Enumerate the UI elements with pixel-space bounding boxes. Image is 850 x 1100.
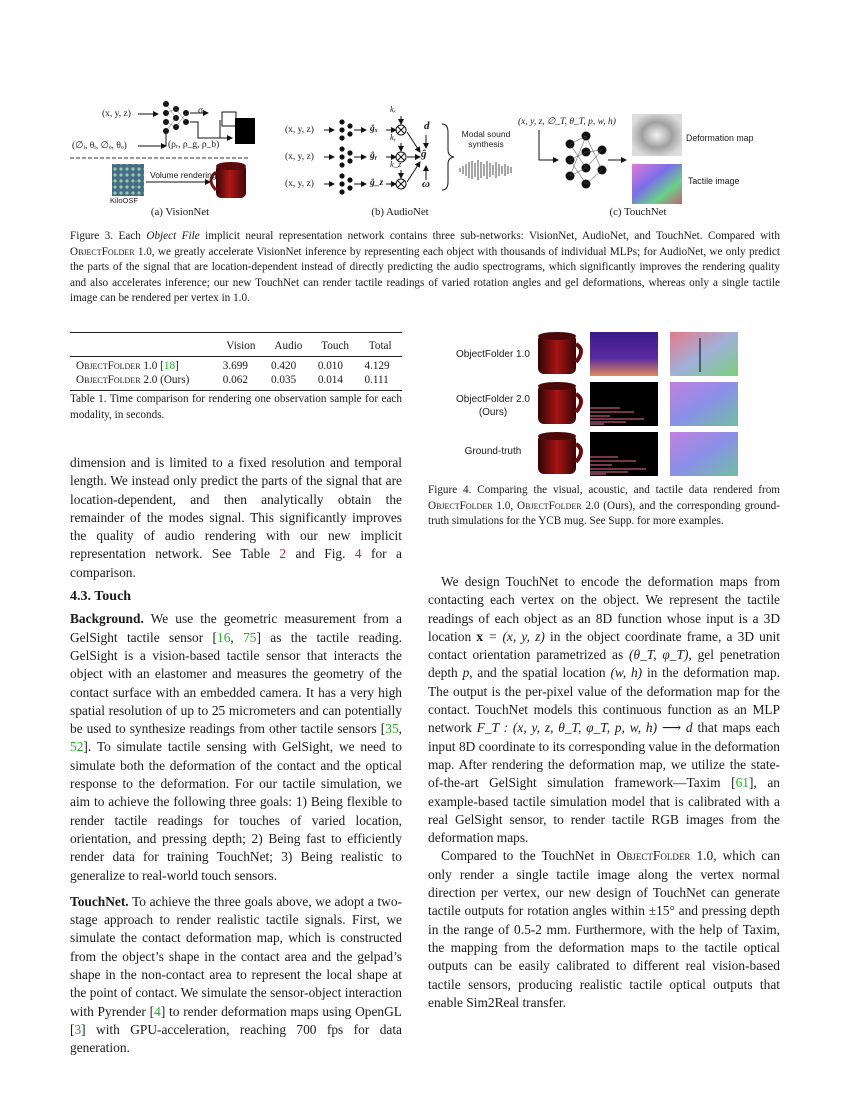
- vision-output-sigma: σ: [198, 106, 204, 116]
- figure-3: [70, 100, 780, 225]
- fig4-label-gt: Ground-truth: [464, 446, 522, 457]
- audio-g-y: ĝᵧ: [370, 151, 378, 161]
- vision-input-xyz: (x, y, z): [102, 109, 131, 119]
- table-1: [70, 332, 402, 391]
- spectrogram-images: [590, 332, 658, 476]
- figure-4-images: [534, 330, 780, 478]
- left-column: [70, 454, 402, 1058]
- figure-3-caption: Figure 3. Each Object File implicit neural representation network contains three sub-networks: VisionNet, AudioNet, and TouchNet. Compared with ObjectFolder 1.0, we greatly accelerate VisionNet inference by representing each object with thousands of individual MLPs; for AudioNet, we only predict the parts of the signal that are location-dependent instead of directly predicting the audio spectrograms, which significantly improves the rendering quality and also accelerates inference; our new TouchNet can render tactile readings of varied rotation angles and gel deformations, whereas only a single tactile image can be rendered per vertex in 1.0.: [70, 230, 780, 305]
- table-cell: 0.035: [271, 374, 297, 386]
- background-paragraph: Background. We use the geometric measurement from a GelSight tactile sensor [16, 75] as the tactile reading. GelSight is a vision-based tactile sensor that interacts the object with an elastomer and measures the geometry of the contact surface with an embedded camera. It has a very high spatial resolution of up to 25 micrometers and can potentially be used to synthesize readings from other tactile sensors [35, 52]. To simulate tactile sensing with GelSight, we need to simulate both the deformation of the contact and the optical response to the deformation. For our tactile simulation, we aim to achieve the following three goals: 1) Being flexible to render tactile readings for touches of varied location, orientation, and pressing depth; 2) Being fast to efficiently render data for training TouchNet; 3) Being realistic to generalize to real-world touch sensors.: [70, 611, 403, 883]
- right-column: [428, 573, 780, 1012]
- audio-input-3: (x, y, z): [285, 179, 314, 189]
- audio-omega: ω: [422, 178, 430, 190]
- audio-k-x: kₓ: [390, 104, 397, 114]
- header-vision: Vision: [226, 339, 256, 352]
- table-cell: 3.699: [222, 360, 248, 372]
- audionet-diagram: [324, 116, 511, 195]
- mug-images: [538, 332, 581, 474]
- table-cell: 0.062: [222, 374, 248, 386]
- volume-rendering-label: Volume rendering: [150, 170, 217, 180]
- audio-g-z: ĝ_z: [370, 178, 384, 188]
- table-cell: 0.010: [317, 360, 343, 372]
- vision-input-angles: (∅ᵢ, θᵢ, ∅ₒ, θₒ): [72, 141, 127, 151]
- audio-k-y: kᵧ: [390, 132, 396, 142]
- comparison-paragraph: Compared to the TouchNet in ObjectFolder 1.0, which can only render a single tactile image along the vertex normal direction per vertex, our new design of TouchNet can generate tactile outputs for rotation angles within ±15° and pressing depth in the range of 0.5-2 mm. Furthermore, with the help of Taxim, the mapping from the deformation maps to the tactile optical outputs can be easily calibrated to different real vision-based tactile sensors, producing realistic tactile optical outputs that enable Sim2Real transfer.: [428, 848, 781, 1010]
- modal-sound-line2: synthesis: [468, 139, 504, 149]
- kiloosf-label: KiloOSF: [110, 196, 138, 205]
- table-1-caption: Table 1. Time comparison for rendering one observation sample for each modality, in seconds.: [70, 393, 402, 421]
- table-cell: 0.111: [364, 374, 389, 386]
- waveform: [460, 160, 511, 180]
- audio-continuation-paragraph: dimension and is limited to a fixed resolution and temporal length. We instead only predict the parts of the signal that are location-dependent, and then analytically obtain the remainder of the modes signal. This significantly improves the quality of audio rendering with our new implicit representation network. See Table 2 and Fig. 4 for a comparison.: [70, 455, 402, 580]
- figure-4-caption: Figure 4. Comparing the visual, acoustic, and tactile data rendered from ObjectFolder 1.0, ObjectFolder 2.0 (Ours), and the corresponding ground-truth simulations for the YCB mug. See Supp. for more examples.: [428, 484, 780, 528]
- touchnet-subcaption: (c) TouchNet: [609, 206, 667, 218]
- table-row: ObjectFolder 2.0 (Ours) 0.062 0.035 0.014 0.111: [70, 373, 402, 387]
- visionnet-subcaption: (a) VisionNet: [150, 206, 210, 218]
- audio-input-1: (x, y, z): [285, 125, 314, 135]
- touch-input: (x, y, z, ∅_T, θ_T, p, w, h): [518, 117, 616, 127]
- audio-k-z: k_z: [390, 159, 402, 169]
- table-1-grid: [70, 337, 402, 387]
- touchnet-diagram: [539, 114, 682, 204]
- header-touch: Touch: [321, 339, 350, 352]
- table-cell: 0.420: [271, 360, 297, 372]
- audio-d-label: d: [424, 120, 430, 132]
- fig4-label-of1: ObjectFolder 1.0: [456, 349, 530, 360]
- audio-g-sum: ĝ: [421, 148, 427, 160]
- modal-sound-line1: Modal sound: [461, 129, 511, 139]
- deformation-map-label: Deformation map: [686, 133, 754, 143]
- tactile-image-label: Tactile image: [688, 176, 740, 186]
- header-total: Total: [368, 339, 392, 352]
- vision-output-rgb: (ρᵣ, ρ_g, ρ_b): [168, 140, 220, 150]
- fig4-label-of2: ObjectFolder 2.0 (Ours): [456, 394, 530, 418]
- touchnet-paragraph: TouchNet. To achieve the three goals above, we adopt a two-stage approach to render realistic tactile signals. First, we simulate the contact deformation map, which is constructed from the object’s shape in the contact area and the gelpad’s shape in the non-contact area to represent the local shape at the point of contact. We simulate the sensor-object interaction with Pyrender [4] to render deformation maps using OpenGL [3] with GPU-acceleration, reaching 700 fps for data generation.: [70, 893, 402, 1056]
- figure-4: [448, 330, 780, 478]
- audio-input-2: (x, y, z): [285, 152, 314, 162]
- audionet-subcaption: (b) AudioNet: [371, 206, 429, 218]
- table-row: ObjectFolder 1.0 [18] 3.699 0.420 0.010 4.129: [70, 359, 402, 373]
- touchnet-design-paragraph: We design TouchNet to encode the deformation maps from contacting each vertex on the object. We represent the tactile readings of each object as an 8D function whose input is a 3D location x = (x, y, z) in the object coordinate frame, a 3D unit contact orientation parametrized as (θ_T, φ_T), gel penetration depth p, and the spatial location (w, h) in the deformation map. The output is the per-pixel value of the deformation map for the contact. TouchNet models this continuous function as an MLP network F_T : (x, y, z, θ_T, φ_T, p, w, h) ⟶ d that maps each input 8D coordinate to its corresponding value in the deformation map. After rendering the deformation map, we utilize the state-of-the-art GelSight simulation framework—Taxim [61], an example-based tactile simulation model that is calibrated with a real GelSight sensor, to render tactile RGB images from the deformation maps.: [428, 574, 781, 846]
- header-audio: Audio: [274, 339, 303, 352]
- table-cell: 0.014: [317, 374, 343, 386]
- audio-g-x: ĝₓ: [370, 124, 378, 134]
- tactile-images: [670, 332, 738, 476]
- modal-sound-label: [454, 129, 518, 149]
- section-heading: 4.3. Touch: [70, 589, 132, 605]
- table-header-row: [70, 337, 402, 354]
- table-cell: 4.129: [364, 360, 390, 372]
